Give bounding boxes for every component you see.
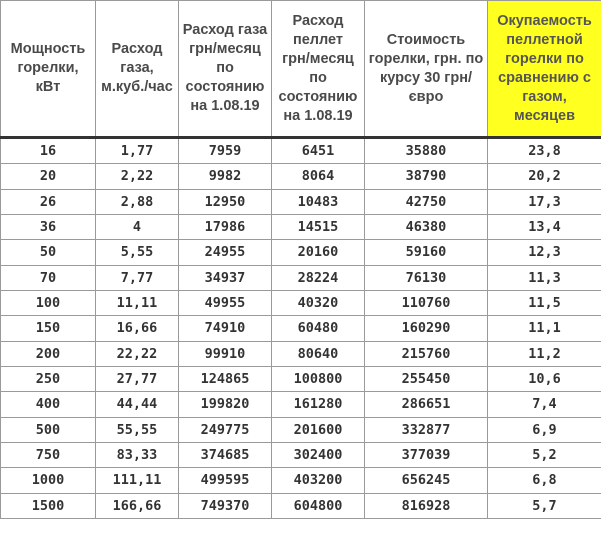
burner-price-cell: 110760 — [365, 290, 488, 315]
power-cell: 16 — [1, 138, 96, 164]
burner-price-cell: 286651 — [365, 392, 488, 417]
gas-consumption-cell: 4 — [96, 214, 179, 239]
gas-cost-cell: 124865 — [179, 366, 272, 391]
pellet-cost-cell: 161280 — [272, 392, 365, 417]
payback-cell: 5,7 — [488, 493, 601, 518]
burner-price-cell: 656245 — [365, 468, 488, 493]
pellet-cost-cell: 14515 — [272, 214, 365, 239]
burner-price-cell: 816928 — [365, 493, 488, 518]
table-header — [1, 1, 601, 138]
payback-cell: 11,1 — [488, 316, 601, 341]
gas-consumption-cell: 1,77 — [96, 138, 179, 164]
gas-consumption-cell: 2,22 — [96, 164, 179, 189]
power-cell: 50 — [1, 240, 96, 265]
power-cell: 100 — [1, 290, 96, 315]
table-row — [1, 316, 601, 341]
pellet-cost-cell: 20160 — [272, 240, 365, 265]
gas-consumption-cell: 11,11 — [96, 290, 179, 315]
burner-price-cell: 59160 — [365, 240, 488, 265]
pellet-cost-cell: 8064 — [272, 164, 365, 189]
gas-consumption-cell: 2,88 — [96, 189, 179, 214]
gas-cost-cell: 249775 — [179, 417, 272, 442]
gas-consumption-cell: 16,66 — [96, 316, 179, 341]
table-row — [1, 366, 601, 391]
payback-cell: 11,3 — [488, 265, 601, 290]
table-body — [1, 138, 601, 519]
pellet-cost-cell: 6451 — [272, 138, 365, 164]
pellet-cost-cell: 28224 — [272, 265, 365, 290]
header-burner-power-label: Мощность горелки, кВт — [10, 41, 86, 95]
burner-price-cell: 76130 — [365, 265, 488, 290]
header-payback-period-label: Окупаемость пеллетной горелки по сравнению с газом, месяцев — [497, 12, 592, 124]
power-cell: 26 — [1, 189, 96, 214]
table-row — [1, 214, 601, 239]
gas-cost-cell: 49955 — [179, 290, 272, 315]
gas-consumption-cell: 55,55 — [96, 417, 179, 442]
burner-price-cell: 332877 — [365, 417, 488, 442]
table-row — [1, 138, 601, 164]
header-burner-price-label: Стоимость горелки, грн. по курсу 30 грн/євро — [368, 31, 484, 105]
pellet-cost-cell: 403200 — [272, 468, 365, 493]
burner-price-cell: 377039 — [365, 442, 488, 467]
table-row — [1, 417, 601, 442]
header-burner-price — [365, 1, 488, 138]
burner-price-cell: 42750 — [365, 189, 488, 214]
power-cell: 36 — [1, 214, 96, 239]
gas-cost-cell: 499595 — [179, 468, 272, 493]
header-gas-cost-monthly-label: Расход газа грн/месяц по состоянию на 1.08.19 — [182, 22, 268, 114]
pellet-cost-cell: 201600 — [272, 417, 365, 442]
burner-price-cell: 35880 — [365, 138, 488, 164]
power-cell: 150 — [1, 316, 96, 341]
gas-consumption-cell: 166,66 — [96, 493, 179, 518]
power-cell: 400 — [1, 392, 96, 417]
table-row — [1, 442, 601, 467]
pellet-cost-cell: 60480 — [272, 316, 365, 341]
gas-cost-cell: 34937 — [179, 265, 272, 290]
header-gas-consumption — [96, 1, 179, 138]
payback-cell: 6,8 — [488, 468, 601, 493]
gas-cost-cell: 199820 — [179, 392, 272, 417]
burner-price-cell: 255450 — [365, 366, 488, 391]
gas-cost-cell: 74910 — [179, 316, 272, 341]
header-burner-power — [1, 1, 96, 138]
header-pellet-cost-monthly-label: Расход пеллет грн/месяц по состоянию на 1.08.19 — [278, 12, 358, 124]
gas-cost-cell: 99910 — [179, 341, 272, 366]
pellet-cost-cell: 10483 — [272, 189, 365, 214]
header-payback-period — [488, 1, 601, 138]
payback-cell: 11,2 — [488, 341, 601, 366]
pellet-cost-cell: 40320 — [272, 290, 365, 315]
gas-cost-cell: 374685 — [179, 442, 272, 467]
pellet-cost-cell: 604800 — [272, 493, 365, 518]
burner-price-cell: 46380 — [365, 214, 488, 239]
gas-consumption-cell: 7,77 — [96, 265, 179, 290]
payback-cell: 17,3 — [488, 189, 601, 214]
payback-cell: 7,4 — [488, 392, 601, 417]
payback-cell: 12,3 — [488, 240, 601, 265]
table-row — [1, 265, 601, 290]
power-cell: 1500 — [1, 493, 96, 518]
gas-cost-cell: 749370 — [179, 493, 272, 518]
table-row — [1, 189, 601, 214]
gas-consumption-cell: 111,11 — [96, 468, 179, 493]
power-cell: 200 — [1, 341, 96, 366]
pellet-cost-cell: 100800 — [272, 366, 365, 391]
table-row — [1, 468, 601, 493]
burner-price-cell: 215760 — [365, 341, 488, 366]
power-cell: 250 — [1, 366, 96, 391]
pellet-cost-cell: 302400 — [272, 442, 365, 467]
table-row — [1, 240, 601, 265]
power-cell: 20 — [1, 164, 96, 189]
payback-cell: 23,8 — [488, 138, 601, 164]
gas-cost-cell: 17986 — [179, 214, 272, 239]
header-pellet-cost-monthly — [272, 1, 365, 138]
gas-consumption-cell: 22,22 — [96, 341, 179, 366]
gas-cost-cell: 9982 — [179, 164, 272, 189]
payback-cell: 11,5 — [488, 290, 601, 315]
payback-cell: 5,2 — [488, 442, 601, 467]
payback-cell: 20,2 — [488, 164, 601, 189]
gas-cost-cell: 7959 — [179, 138, 272, 164]
pellet-cost-cell: 80640 — [272, 341, 365, 366]
gas-consumption-cell: 5,55 — [96, 240, 179, 265]
table-row — [1, 392, 601, 417]
table-row — [1, 493, 601, 518]
gas-cost-cell: 24955 — [179, 240, 272, 265]
power-cell: 750 — [1, 442, 96, 467]
payback-cell: 13,4 — [488, 214, 601, 239]
header-gas-consumption-label: Расход газа, м.куб./час — [101, 41, 173, 95]
table-row — [1, 290, 601, 315]
power-cell: 70 — [1, 265, 96, 290]
payback-cell: 10,6 — [488, 366, 601, 391]
power-cell: 500 — [1, 417, 96, 442]
payback-cell: 6,9 — [488, 417, 601, 442]
power-cell: 1000 — [1, 468, 96, 493]
gas-cost-cell: 12950 — [179, 189, 272, 214]
gas-consumption-cell: 44,44 — [96, 392, 179, 417]
table-row — [1, 341, 601, 366]
gas-consumption-cell: 83,33 — [96, 442, 179, 467]
burner-price-cell: 38790 — [365, 164, 488, 189]
burner-price-cell: 160290 — [365, 316, 488, 341]
gas-consumption-cell: 27,77 — [96, 366, 179, 391]
table-row — [1, 164, 601, 189]
header-gas-cost-monthly — [179, 1, 272, 138]
header-row — [1, 1, 601, 138]
